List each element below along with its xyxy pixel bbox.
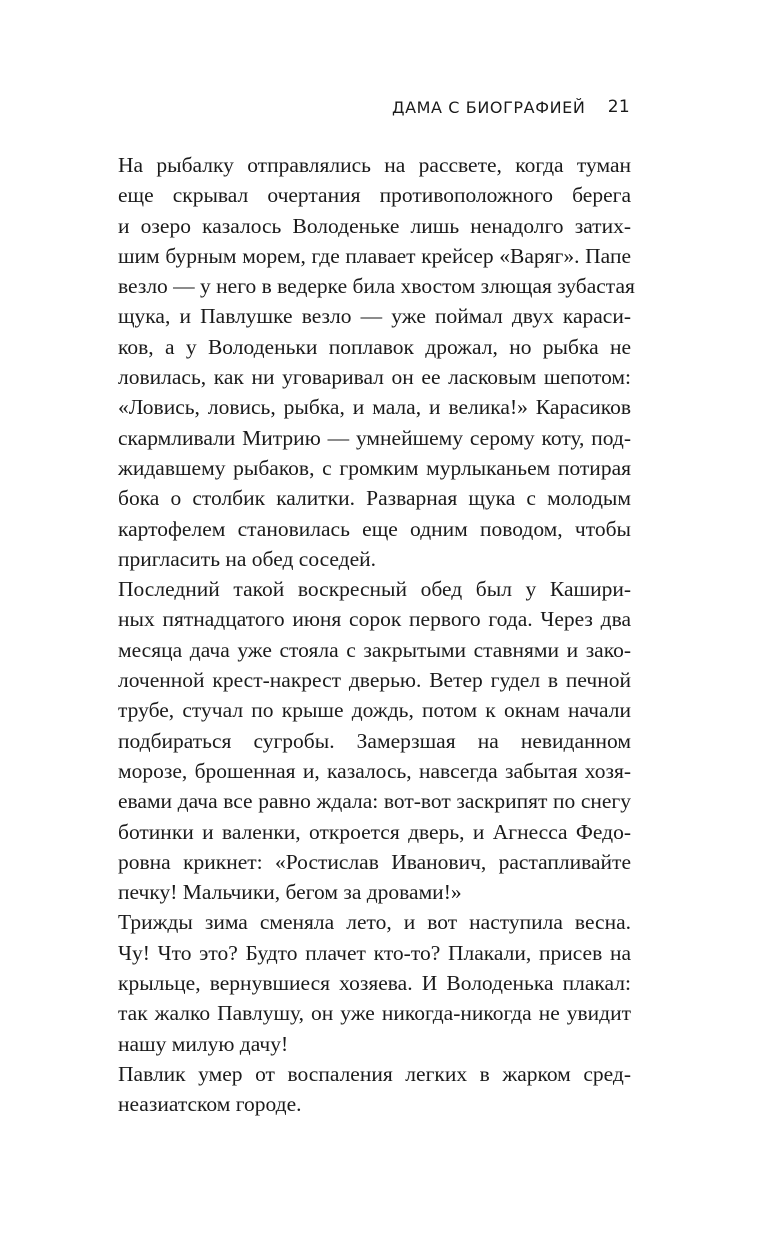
text-line: подбираться сугробы. Замерзшая на невиданном <box>118 728 631 753</box>
running-title: ДАМА С БИОГРАФИЕЙ <box>392 97 586 117</box>
text-line: На рыбалку отправлялись на рассвете, когда туман <box>118 153 631 177</box>
text-line: щука, и Павлушке везло — уже поймал двух караси- <box>118 304 631 329</box>
text-line: евами дача все равно ждала: вот-вот заскрипят по снегу <box>118 789 631 814</box>
text-line: ловилась, как ни уговаривал он ее ласковым шепотом: <box>118 365 631 390</box>
paragraph <box>89 1059 631 1120</box>
text-line: ков, а у Володеньки поплавок дрожал, но рыбка не <box>118 334 631 359</box>
text-line: Трижды зима сменяла лето, и вот наступила весна. <box>118 910 631 935</box>
text-line: жидавшему рыбаков, с громким мурлыканьем потирая <box>118 455 631 480</box>
text-line: бока о столбик калитки. Разварная щука с молодым <box>118 486 631 511</box>
text-line: ботинки и валенки, откроется дверь, и Агнесса Федо- <box>118 819 631 844</box>
text-line: лоченной крест-накрест дверью. Ветер гудел в печной <box>118 668 631 693</box>
text-line: везло — у него в ведерке била хвостом злющая зубастая <box>118 274 635 299</box>
body-text <box>89 150 635 1120</box>
text-line: месяца дача уже стояла с закрытыми ставнями и зако- <box>118 637 631 662</box>
paragraph <box>89 907 631 1058</box>
text-line: нашу милую дачу! <box>118 1031 289 1056</box>
text-line: картофелем становилась еще одним поводом, чтобы <box>118 516 631 541</box>
running-head <box>392 96 630 118</box>
text-line: неазиатском городе. <box>118 1092 302 1117</box>
text-line: трубе, стучал по крыше дождь, потом к окнам начали <box>118 698 631 723</box>
text-line: Последний такой воскресный обед был у Кашири- <box>118 577 631 602</box>
text-line: морозе, брошенная и, казалось, навсегда забытая хозя- <box>118 758 631 783</box>
text-line: ных пятнадцатого июня сорок первого года. Через два <box>118 607 631 632</box>
paragraph <box>89 574 631 907</box>
text-line: крыльце, вернувшиеся хозяева. И Володенька плакал: <box>118 971 631 996</box>
text-line: печку! Мальчики, бегом за дровами!» <box>118 880 462 905</box>
text-line: так жалко Павлушу, он уже никогда-никогда не увидит <box>118 1001 631 1026</box>
text-line: ровна крикнет: «Ростислав Иванович, растапливайте <box>118 849 631 874</box>
text-line: еще скрывал очертания противоположного берега <box>118 183 631 208</box>
text-line: Павлик умер от воспаления легких в жарком сред- <box>118 1061 631 1086</box>
text-line: пригласить на обед соседей. <box>118 546 377 571</box>
page-number: 21 <box>607 97 630 117</box>
text-line: шим бурным морем, где плавает крейсер «Варяг». Папе <box>118 243 631 268</box>
text-line: «Ловись, ловись, рыбка, и мала, и велика!» Карасиков <box>118 395 631 420</box>
paragraph <box>89 150 635 574</box>
text-line: и озеро казалось Володеньке лишь ненадолго затих- <box>118 213 631 238</box>
text-line: Чу! Что это? Будто плачет кто-то? Плакали, присев на <box>118 940 631 965</box>
text-line: скармливали Митрию — умнейшему серому коту, под- <box>118 425 631 450</box>
